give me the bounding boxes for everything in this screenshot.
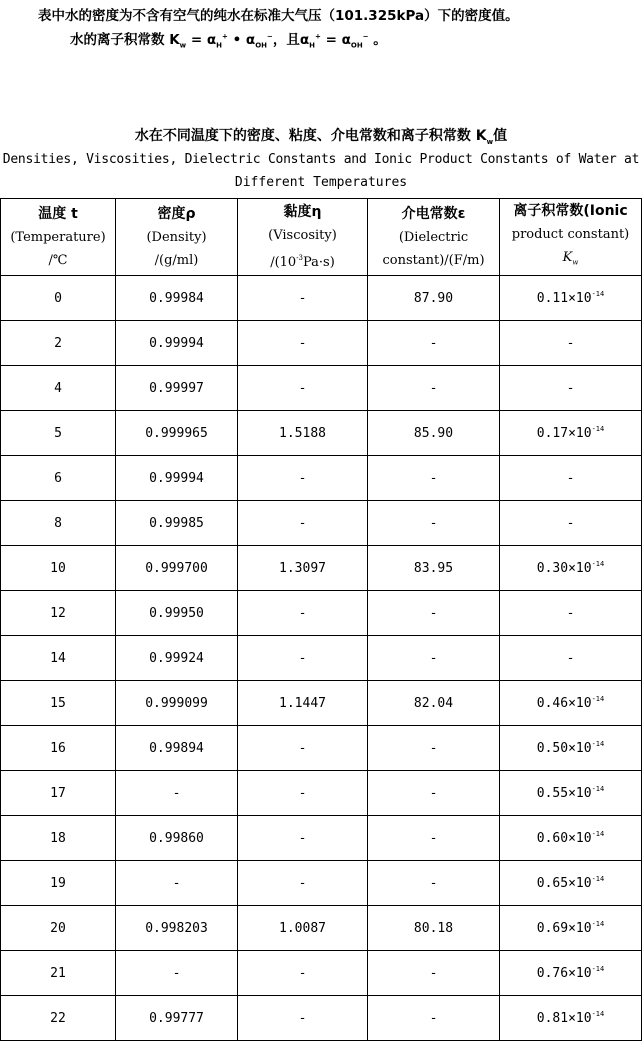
header-dielectric-cn: 介电常数ε: [401, 205, 466, 222]
cell-rho-value: -: [172, 785, 181, 801]
cell-t: [1, 546, 116, 591]
table-row: [1, 591, 642, 636]
intro-dot: • α: [227, 32, 256, 48]
cell-eps: [368, 501, 500, 546]
cell-eta: [238, 996, 368, 1041]
cell-eta-value: 1.0087: [279, 920, 326, 936]
cell-rho-value: 0.99777: [149, 1010, 204, 1026]
cell-eps: [368, 366, 500, 411]
cell-t: [1, 411, 116, 456]
viscosity-unit-pre: /(10: [270, 254, 297, 270]
cell-t: [1, 501, 116, 546]
header-viscosity-en: (Viscosity): [268, 227, 337, 243]
cell-eps: [368, 276, 500, 321]
cell-eta: [238, 321, 368, 366]
header-temperature-cn: 温度 t: [38, 205, 78, 222]
cell-kw-value: -: [566, 470, 575, 486]
cell-kw: [500, 321, 642, 366]
cell-t: [1, 636, 116, 681]
cell-t: [1, 951, 116, 996]
cell-eta-value: -: [298, 1010, 307, 1026]
cell-eps: [368, 816, 500, 861]
cell-kw-exponent: -14: [591, 290, 605, 298]
cell-kw-value: 0.69×10: [536, 921, 592, 936]
cell-eps: [368, 726, 500, 771]
intro-kw-prefix: 水的离子积常数 K: [70, 32, 180, 48]
cell-kw: [500, 726, 642, 771]
cell-rho-value: 0.999700: [145, 560, 208, 576]
title-cn-sub: w: [486, 137, 494, 146]
cell-eps: [368, 861, 500, 906]
intro-oh-sub-2: OH: [350, 41, 363, 50]
cell-eps-value: -: [429, 1010, 438, 1026]
cell-t: [1, 681, 116, 726]
cell-t-value: 4: [54, 380, 62, 396]
cell-eta-value: -: [298, 290, 307, 306]
header-ionic-product: [500, 199, 642, 276]
header-density-cn: 密度ρ: [157, 205, 196, 222]
table-row: [1, 816, 642, 861]
header-viscosity-unit: [238, 247, 367, 274]
cell-t-value: 5: [54, 425, 62, 441]
intro-eq: = α: [186, 32, 217, 48]
cell-eps: [368, 456, 500, 501]
cell-t-value: 12: [50, 605, 66, 621]
cell-eta-value: -: [298, 830, 307, 846]
cell-eps-value: -: [429, 785, 438, 801]
cell-rho-value: 0.998203: [145, 920, 208, 936]
cell-eps-value: -: [429, 965, 438, 981]
intro-h-sub-2: H: [309, 41, 316, 50]
cell-t: [1, 861, 116, 906]
cell-kw-value: 0.30×10: [536, 561, 592, 576]
cell-t-value: 0: [54, 290, 62, 306]
intro-oh-sub: OH: [255, 41, 267, 50]
cell-kw-value: 0.17×10: [536, 426, 592, 441]
ionic-unit-k: K: [562, 249, 573, 265]
cell-kw: [500, 681, 642, 726]
intro-mid: ，且α: [272, 32, 310, 48]
cell-eta: [238, 726, 368, 771]
cell-eta: [238, 276, 368, 321]
cell-rho-value: 0.99984: [149, 290, 204, 306]
cell-kw: [500, 816, 642, 861]
cell-kw-value: -: [566, 515, 575, 531]
header-temperature-en: (Temperature): [10, 229, 106, 245]
cell-eta: [238, 636, 368, 681]
cell-t-value: 6: [54, 470, 62, 486]
cell-rho-value: 0.99894: [149, 740, 204, 756]
cell-t-value: 15: [50, 695, 66, 711]
header-dielectric-unit: constant)/(F/m): [382, 252, 485, 268]
table-title-english-line2: Different Temperatures: [234, 175, 408, 190]
cell-eta: [238, 861, 368, 906]
cell-eta-value: 1.1447: [279, 695, 326, 711]
cell-rho: [116, 906, 238, 951]
cell-eta: [238, 546, 368, 591]
cell-eps: [368, 546, 500, 591]
cell-rho-value: -: [172, 965, 181, 981]
cell-kw-exponent: -14: [591, 740, 605, 748]
cell-t-value: 16: [50, 740, 66, 756]
cell-eps-value: 80.18: [413, 920, 454, 936]
cell-kw-exponent: -14: [591, 920, 605, 928]
cell-rho: [116, 366, 238, 411]
cell-eta-value: -: [298, 335, 307, 351]
intro-kw-sub: w: [179, 41, 187, 50]
header-dielectric: [368, 199, 500, 276]
cell-t: [1, 771, 116, 816]
intro-h-sub: H: [216, 41, 222, 50]
cell-rho: [116, 321, 238, 366]
cell-t-value: 21: [50, 965, 66, 981]
header-temperature-unit: /℃: [48, 252, 68, 268]
cell-eta-value: -: [298, 470, 307, 486]
cell-eps-value: 82.04: [413, 695, 454, 711]
cell-eta: [238, 456, 368, 501]
header-density: [116, 199, 238, 276]
cell-eps: [368, 996, 500, 1041]
cell-kw-value: 0.46×10: [536, 696, 592, 711]
cell-eps-value: -: [429, 470, 438, 486]
cell-t-value: 10: [50, 560, 66, 576]
cell-rho: [116, 591, 238, 636]
cell-kw-value: -: [566, 605, 575, 621]
cell-kw: [500, 546, 642, 591]
cell-kw-exponent: -14: [591, 965, 605, 973]
cell-eps: [368, 411, 500, 456]
cell-rho-value: 0.99985: [149, 515, 204, 531]
intro-minus-sup-2: −: [362, 32, 369, 41]
cell-eps-value: -: [429, 650, 438, 666]
cell-rho-value: -: [172, 875, 181, 891]
cell-kw-value: 0.55×10: [536, 786, 592, 801]
table-row: [1, 456, 642, 501]
cell-t-value: 8: [54, 515, 62, 531]
cell-eps-value: 85.90: [413, 425, 454, 441]
cell-kw: [500, 591, 642, 636]
intro-plus-sup: +: [222, 32, 228, 41]
cell-eps-value: -: [429, 830, 438, 846]
cell-t: [1, 276, 116, 321]
cell-rho: [116, 546, 238, 591]
cell-t: [1, 456, 116, 501]
cell-eta: [238, 771, 368, 816]
header-density-en: (Density): [146, 229, 207, 245]
cell-eps: [368, 771, 500, 816]
cell-rho: [116, 681, 238, 726]
cell-kw-exponent: -14: [591, 695, 605, 703]
intro-end: 。: [368, 32, 387, 48]
cell-kw: [500, 276, 642, 321]
cell-eta: [238, 501, 368, 546]
cell-rho-value: 0.99924: [149, 650, 204, 666]
cell-eta: [238, 591, 368, 636]
cell-t: [1, 321, 116, 366]
cell-kw-value: 0.76×10: [536, 966, 592, 981]
table-row: [1, 366, 642, 411]
cell-kw: [500, 456, 642, 501]
header-viscosity-cn: 黏度η: [283, 203, 322, 220]
cell-rho: [116, 501, 238, 546]
cell-eps: [368, 321, 500, 366]
cell-rho-value: 0.99994: [149, 470, 204, 486]
cell-t: [1, 816, 116, 861]
cell-rho-value: 0.99997: [149, 380, 204, 396]
cell-kw-value: -: [566, 650, 575, 666]
cell-eps: [368, 636, 500, 681]
cell-kw: [500, 996, 642, 1041]
cell-kw-exponent: -14: [591, 425, 605, 433]
cell-eps: [368, 591, 500, 636]
cell-t: [1, 996, 116, 1041]
cell-kw-exponent: -14: [591, 830, 605, 838]
intro-note-density: 表中水的密度为不含有空气的纯水在标准大气压（101.325kPa）下的密度值。: [38, 8, 519, 24]
cell-kw-value: 0.60×10: [536, 831, 592, 846]
cell-eta-value: 1.5188: [279, 425, 326, 441]
cell-eta: [238, 951, 368, 996]
cell-eta-value: -: [298, 875, 307, 891]
cell-kw-value: 0.65×10: [536, 876, 592, 891]
cell-eta: [238, 681, 368, 726]
cell-kw: [500, 951, 642, 996]
cell-eps: [368, 951, 500, 996]
table-row: [1, 906, 642, 951]
cell-eps: [368, 906, 500, 951]
header-temperature: [1, 199, 116, 276]
cell-eta: [238, 411, 368, 456]
cell-rho-value: 0.99994: [149, 335, 204, 351]
cell-t: [1, 906, 116, 951]
cell-eta-value: -: [298, 740, 307, 756]
cell-kw: [500, 771, 642, 816]
cell-rho: [116, 771, 238, 816]
intro-note-ionic-product: [70, 28, 387, 50]
cell-rho-value: 0.999965: [145, 425, 208, 441]
cell-t-value: 14: [50, 650, 66, 666]
cell-kw-value: 0.11×10: [536, 291, 592, 306]
viscosity-unit-post: Pa·s): [303, 254, 335, 270]
header-viscosity: [238, 199, 368, 276]
cell-kw-value: 0.81×10: [536, 1011, 592, 1026]
cell-eps: [368, 681, 500, 726]
cell-eps-value: -: [429, 335, 438, 351]
intro-minus-sup: −: [267, 32, 273, 41]
cell-kw: [500, 411, 642, 456]
header-ionic-cn: 离子积常数(Ionic: [513, 202, 628, 219]
table-row: [1, 411, 642, 456]
header-density-unit: /(g/ml): [154, 252, 199, 268]
cell-kw-exponent: -14: [591, 875, 605, 883]
viscosity-unit-exp: -3: [296, 253, 304, 262]
cell-kw-exponent: -14: [591, 560, 605, 568]
cell-rho: [116, 276, 238, 321]
title-cn-text: 水在不同温度下的密度、粘度、介电常数和离子积常数 K: [134, 128, 487, 144]
cell-t: [1, 726, 116, 771]
cell-t-value: 20: [50, 920, 66, 936]
cell-rho: [116, 861, 238, 906]
header-ionic-en: product constant): [511, 226, 630, 242]
table-row: [1, 321, 642, 366]
cell-rho: [116, 456, 238, 501]
cell-eta-value: -: [298, 965, 307, 981]
cell-kw-value: -: [566, 335, 575, 351]
ionic-unit-sub: w: [572, 258, 579, 267]
cell-t-value: 19: [50, 875, 66, 891]
table-title-chinese: [0, 125, 642, 146]
table-header-row: [1, 199, 642, 276]
cell-kw: [500, 501, 642, 546]
cell-t: [1, 366, 116, 411]
header-ionic-unit: [500, 246, 641, 275]
cell-rho: [116, 636, 238, 681]
table-row: [1, 996, 642, 1041]
cell-eps-value: -: [429, 875, 438, 891]
cell-rho: [116, 951, 238, 996]
cell-rho-value: 0.99950: [149, 605, 204, 621]
title-cn-end: 值: [493, 128, 508, 144]
cell-rho: [116, 816, 238, 861]
table-row: [1, 276, 642, 321]
cell-kw-exponent: -14: [591, 1010, 605, 1018]
table-row: [1, 636, 642, 681]
cell-eta-value: -: [298, 515, 307, 531]
cell-eps-value: -: [429, 605, 438, 621]
cell-kw-value: -: [566, 380, 575, 396]
cell-eta: [238, 906, 368, 951]
cell-t-value: 17: [50, 785, 66, 801]
table-row: [1, 951, 642, 996]
table-title-english-line1: Densities, Viscosities, Dielectric Constants and Ionic Product Constants of Water at: [2, 152, 640, 167]
cell-eps-value: 87.90: [413, 290, 454, 306]
cell-eps-value: 83.95: [413, 560, 454, 576]
cell-eps-value: -: [429, 515, 438, 531]
header-dielectric-en: (Dielectric: [398, 229, 469, 245]
cell-rho: [116, 726, 238, 771]
cell-kw: [500, 861, 642, 906]
cell-eta-value: 1.3097: [279, 560, 326, 576]
cell-t-value: 18: [50, 830, 66, 846]
cell-kw-exponent: -14: [591, 785, 605, 793]
table-row: [1, 726, 642, 771]
cell-kw: [500, 366, 642, 411]
cell-eta-value: -: [298, 605, 307, 621]
cell-rho: [116, 996, 238, 1041]
cell-t-value: 22: [50, 1010, 66, 1026]
table-row: [1, 681, 642, 726]
cell-rho-value: 0.999099: [145, 695, 208, 711]
cell-eta-value: -: [298, 785, 307, 801]
table-row: [1, 546, 642, 591]
cell-eps-value: -: [429, 380, 438, 396]
cell-rho: [116, 411, 238, 456]
table-row: [1, 861, 642, 906]
cell-eps-value: -: [429, 740, 438, 756]
cell-kw: [500, 906, 642, 951]
cell-kw-value: 0.50×10: [536, 741, 592, 756]
intro-eq-2: = α: [320, 32, 351, 48]
cell-rho-value: 0.99860: [149, 830, 204, 846]
cell-eta-value: -: [298, 650, 307, 666]
cell-eta: [238, 366, 368, 411]
table-row: [1, 501, 642, 546]
water-properties-table: [0, 198, 642, 1041]
cell-eta: [238, 816, 368, 861]
table-body: [1, 276, 642, 1041]
cell-t-value: 2: [54, 335, 62, 351]
cell-eta-value: -: [298, 380, 307, 396]
intro-plus-sup-2: +: [315, 32, 321, 41]
cell-t: [1, 591, 116, 636]
cell-kw: [500, 636, 642, 681]
table-row: [1, 771, 642, 816]
